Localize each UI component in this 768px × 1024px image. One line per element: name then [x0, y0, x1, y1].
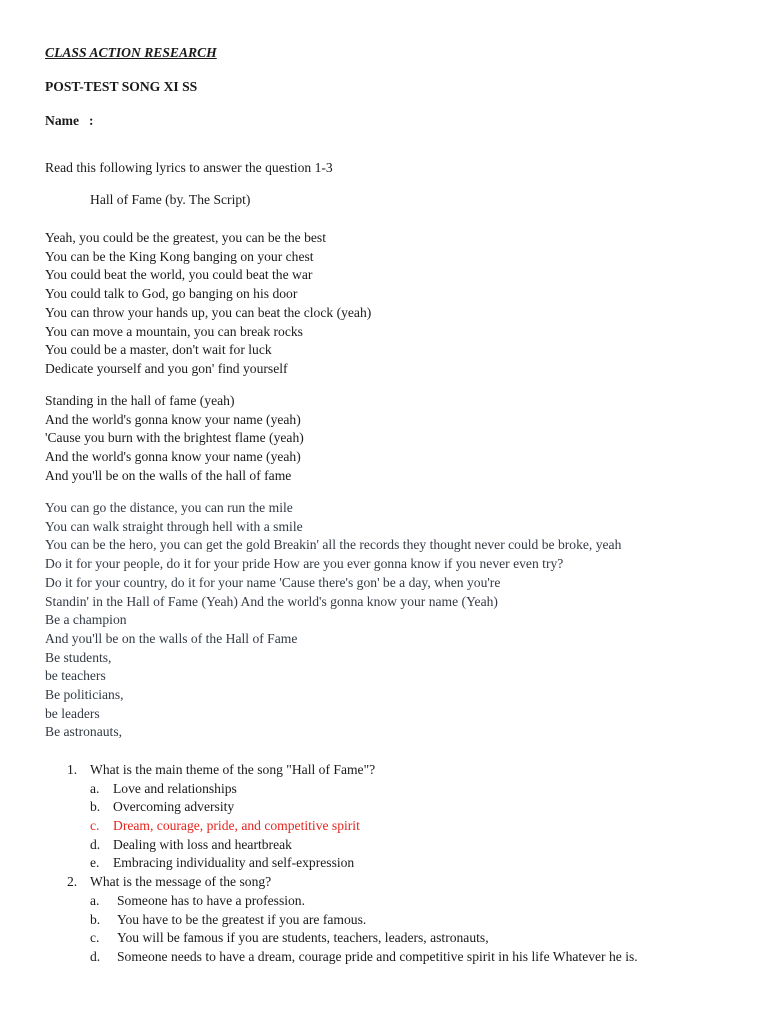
document-title: CLASS ACTION RESEARCH: [45, 45, 217, 60]
question-number: 2.: [67, 874, 78, 890]
lyric-line: Dedicate yourself and you gon' find yourself: [45, 360, 288, 376]
lyric-line: Yeah, you could be the greatest, you can be the best: [45, 230, 326, 245]
lyric-line: You could be a master, don't wait for luck: [45, 342, 272, 358]
instruction-text: Read this following lyrics to answer the question 1-3: [45, 160, 333, 175]
lyric-line: 'Cause you burn with the brightest flame (yeah): [45, 430, 304, 446]
lyric-line: Be a champion: [45, 612, 127, 628]
option-text: Love and relationships: [113, 780, 237, 796]
name-colon: :: [88, 113, 94, 128]
lyrics-verse-2: [45, 499, 621, 742]
lyric-line: You can go the distance, you can run the mile: [45, 500, 293, 515]
document-subtitle: POST-TEST SONG XI SS: [45, 79, 198, 94]
option-letter: a.: [90, 892, 100, 908]
lyric-line: Be students,: [45, 649, 112, 665]
lyric-line: Be astronauts,: [45, 724, 123, 740]
lyric-line: And the world's gonna know your name (yeah): [45, 411, 301, 427]
option-text: Overcoming adversity: [113, 799, 235, 815]
option-letter: b.: [90, 911, 101, 927]
option-text: Dream, courage, pride, and competitive spirit: [113, 818, 360, 834]
lyric-line: You can throw your hands up, you can beat the clock (yeah): [45, 304, 372, 320]
option-letter: e.: [90, 855, 100, 871]
option-text: Embracing individuality and self-expression: [113, 855, 355, 871]
lyric-line: You could talk to God, go banging on his door: [45, 286, 298, 302]
option-letter: c.: [90, 930, 100, 946]
lyric-line: be teachers: [45, 668, 106, 684]
option-text: You have to be the greatest if you are famous.: [117, 911, 367, 927]
option-letter: d.: [90, 836, 101, 852]
option-text: You will be famous if you are students, teachers, leaders, astronauts,: [117, 930, 489, 946]
lyric-line: You could beat the world, you could beat the war: [45, 267, 313, 283]
lyric-line: And you'll be on the walls of the Hall of Fame: [45, 630, 298, 646]
lyric-line: be leaders: [45, 705, 100, 721]
option-text: Dealing with loss and heartbreak: [113, 836, 292, 852]
option-text: Someone has to have a profession.: [117, 892, 306, 908]
lyric-line: You can walk straight through hell with a smile: [45, 518, 303, 534]
option-text: Someone needs to have a dream, courage pride and competitive spirit in his life Whatever he is.: [117, 948, 638, 964]
name-field-label: [45, 113, 94, 129]
option-letter: d.: [90, 948, 101, 964]
lyric-line: Standin' in the Hall of Fame (Yeah) And the world's gonna know your name (Yeah): [45, 593, 498, 609]
lyric-line: And you'll be on the walls of the hall of fame: [45, 467, 292, 483]
lyrics-verse-1: [45, 229, 371, 379]
lyric-line: You can move a mountain, you can break rocks: [45, 323, 303, 339]
question-text: What is the main theme of the song "Hall of Fame"?: [90, 762, 376, 777]
lyric-line: Do it for your country, do it for your name 'Cause there's gon' be a day, when you're: [45, 574, 501, 590]
lyric-line: Be politicians,: [45, 687, 124, 703]
lyrics-chorus: [45, 392, 304, 486]
lyric-line: You can be the King Kong banging on your chest: [45, 248, 314, 264]
name-label: Name: [45, 113, 79, 128]
option-letter: c.: [90, 818, 100, 834]
song-title: Hall of Fame (by. The Script): [90, 192, 251, 207]
lyric-line: Do it for your people, do it for your pride How are you ever gonna know if you never even try?: [45, 556, 564, 572]
question-number: 1.: [67, 762, 78, 777]
option-letter: a.: [90, 780, 100, 796]
lyric-line: And the world's gonna know your name (yeah): [45, 449, 301, 465]
option-letter: b.: [90, 799, 101, 815]
lyric-line: Standing in the hall of fame (yeah): [45, 393, 235, 408]
question-text: What is the message of the song?: [90, 874, 272, 890]
lyric-line: You can be the hero, you can get the gold Breakin' all the records they thought never could be broke, yeah: [45, 537, 622, 553]
